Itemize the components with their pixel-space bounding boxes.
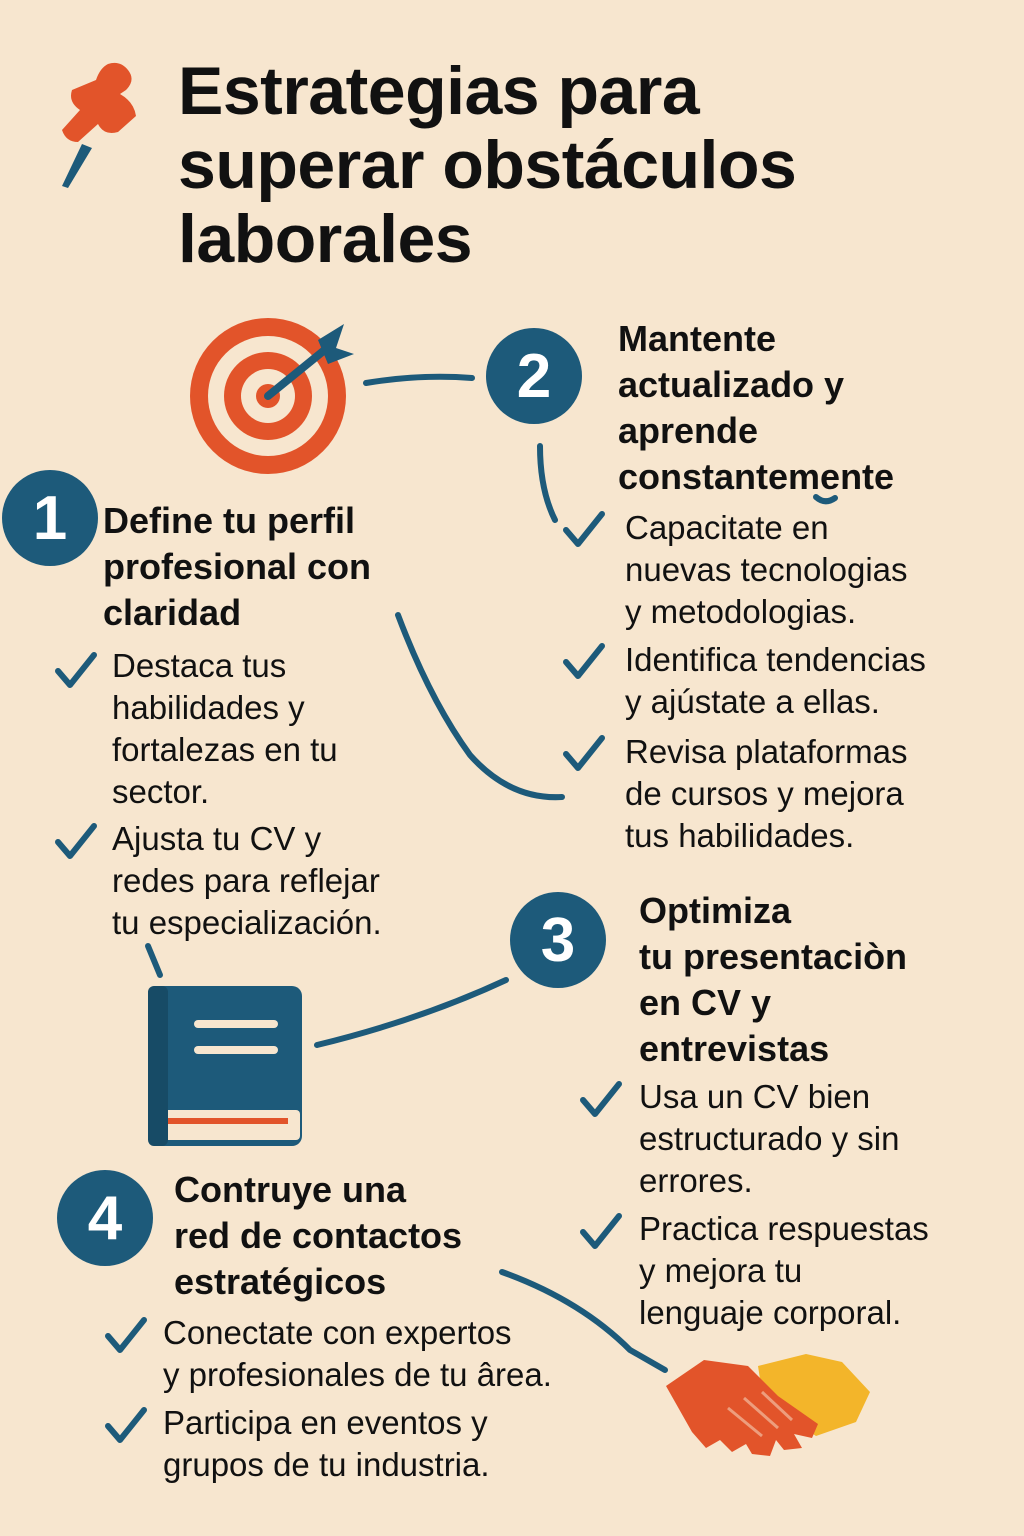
step-2-heading: Mantente actualizado y aprende constantemente — [618, 318, 895, 497]
book-icon — [148, 986, 304, 1148]
handshake-icon — [666, 1352, 874, 1460]
step-4-bullet-1: Conectate con expertos y profesionales de tu ârea. — [163, 1314, 552, 1393]
step-4-heading: Contruye una red de contactos estratégicos — [174, 1169, 463, 1302]
check-icon — [104, 1406, 148, 1446]
step-2-bullet-1: Capacitate en nuevas tecnologias y metodologias. — [625, 509, 908, 630]
step-1-bullet-2: Ajusta tu CV y redes para reflejar tu especialización. — [112, 820, 382, 941]
check-icon — [54, 822, 98, 862]
step-1-bullet-1: Destaca tus habilidades y fortalezas en tu sector. — [112, 647, 338, 810]
step-1-heading: Define tu perfil profesional con claridad — [103, 500, 372, 633]
pushpin-icon — [52, 58, 152, 193]
check-icon — [579, 1080, 623, 1120]
check-icon — [562, 642, 606, 682]
check-icon — [54, 651, 98, 691]
page-title: Estrategias para superar obstáculos laborales — [178, 53, 797, 277]
step-2-bullet-2: Identifica tendencias y ajústate a ellas. — [625, 641, 926, 720]
step-3-bullet-2: Practica respuestas y mejora tu lenguaje corporal. — [639, 1210, 929, 1331]
step-3-badge: 3 — [510, 892, 606, 988]
step-2-bullet-3: Revisa plataformas de cursos y mejora tus habilidades. — [625, 733, 908, 854]
check-icon — [579, 1212, 623, 1252]
check-icon — [562, 510, 606, 550]
step-1-badge: 1 — [2, 470, 98, 566]
step-4-bullet-2: Participa en eventos y grupos de tu industria. — [163, 1404, 490, 1483]
target-icon — [186, 318, 356, 476]
step-3-bullet-1: Usa un CV bien estructurado y sin errores. — [639, 1078, 900, 1199]
step-4-badge: 4 — [57, 1170, 153, 1266]
step-3-heading: Optimiza tu presentaciòn en CV y entrevistas — [639, 890, 908, 1069]
check-icon — [562, 734, 606, 774]
step-2-badge: 2 — [486, 328, 582, 424]
check-icon — [104, 1316, 148, 1356]
